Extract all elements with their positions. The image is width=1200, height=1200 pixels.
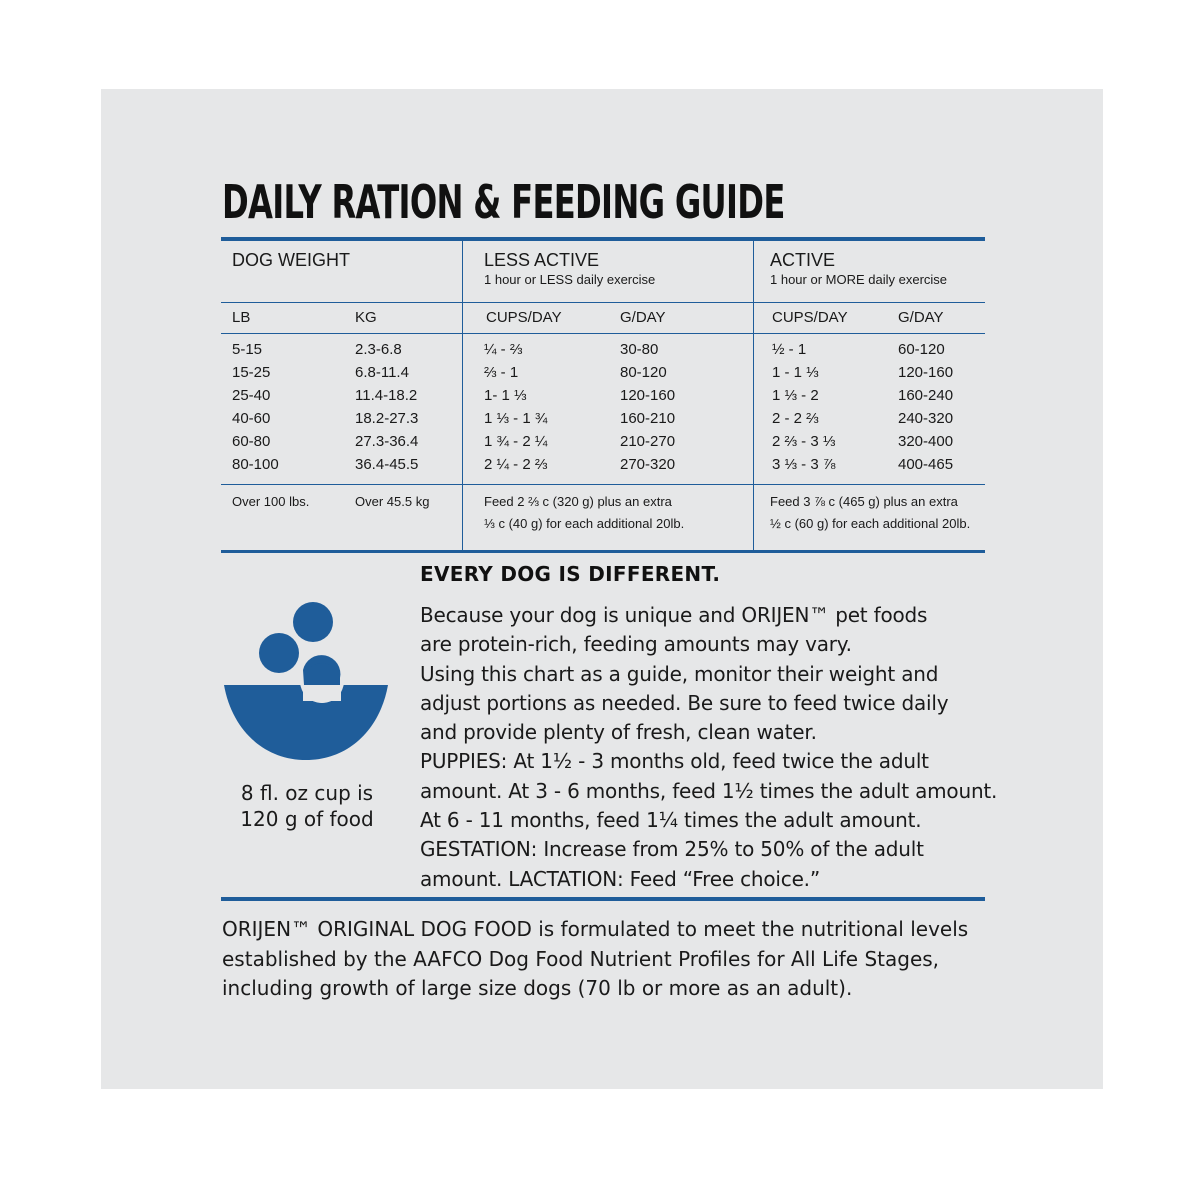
over-kg: Over 45.5 kg: [355, 494, 430, 509]
kg-value: 36.4-45.5: [355, 456, 419, 473]
less-grams-value: 120-160: [620, 387, 676, 404]
active-grams-value: 320-400: [898, 433, 954, 450]
table-top-rule: [221, 237, 985, 241]
over-active: [770, 491, 970, 535]
kg-value: 27.3-36.4: [355, 433, 419, 450]
kg-value: 6.8-11.4: [355, 364, 409, 381]
column-header-active-cups: CUPS/DAY: [772, 309, 848, 326]
lb-value: 40-60: [232, 410, 271, 427]
kibble-top-icon: [293, 602, 333, 642]
caption-line: 8 fl. oz cup is: [240, 781, 374, 805]
active-cups-value: 1 - 1 ⅓: [772, 364, 819, 381]
less-grams-value: 210-270: [620, 433, 676, 450]
less-grams-column: [620, 338, 675, 476]
table-vline-1: [462, 240, 463, 550]
body-line: Using this chart as a guide, monitor their weight and: [420, 661, 939, 686]
less-cups-value: 1 ⅓ - 1 ¾: [484, 410, 548, 427]
section-bottom-rule: [221, 897, 985, 901]
active-grams-value: 120-160: [898, 364, 954, 381]
section-body: [420, 601, 997, 894]
less-active-header: LESS ACTIVE: [484, 250, 600, 270]
body-line: adjust portions as needed. Be sure to feed twice daily: [420, 690, 949, 715]
table-header-divider: [221, 302, 985, 303]
column-header-lb: LB: [232, 309, 251, 326]
less-grams-value: 80-120: [620, 364, 667, 381]
over-lb: Over 100 lbs.: [232, 494, 310, 509]
lb-value: 15-25: [232, 364, 271, 381]
cup-caption: [222, 780, 392, 832]
active-header: ACTIVE: [770, 250, 836, 270]
caption-line: 120 g of food: [240, 807, 374, 831]
active-subheader: 1 hour or MORE daily exercise: [770, 272, 948, 287]
active-grams-value: 400-465: [898, 456, 954, 473]
less-cups-column: [484, 338, 547, 476]
less-cups-value: ⅔ - 1: [484, 364, 519, 381]
body-line: At 6 - 11 months, feed 1¼ times the adult amount.: [420, 808, 922, 833]
footer-statement: [222, 915, 968, 1004]
column-header-less-cups: CUPS/DAY: [486, 309, 562, 326]
active-cups-value: ½ - 1: [772, 341, 807, 358]
table-vline-2: [753, 240, 754, 550]
active-grams-value: 160-240: [898, 387, 954, 404]
table-bottom-rule: [221, 550, 985, 553]
body-line: GESTATION: Increase from 25% to 50% of the adult: [420, 837, 924, 862]
kg-value: 11.4-18.2: [355, 387, 418, 404]
active-cups-value: 2 ⅔ - 3 ⅓: [772, 433, 836, 450]
footer-line: established by the AAFCO Dog Food Nutrient Profiles for All Life Stages,: [222, 946, 940, 971]
lb-value: 80-100: [232, 456, 279, 473]
kg-column: [355, 338, 418, 476]
over-less-active: [484, 491, 684, 535]
dog-weight-header: DOG WEIGHT: [232, 250, 350, 270]
less-cups-value: 1 ¾ - 2 ¼: [484, 433, 548, 450]
active-cups-column: [772, 338, 835, 476]
kibble-left-icon: [259, 633, 299, 673]
active-cups-value: 2 - 2 ⅔: [772, 410, 819, 427]
less-cups-value: ¼ - ⅔: [484, 341, 523, 358]
over-active-line: Feed 3 ⅞ c (465 g) plus an extra: [770, 494, 958, 509]
section-heading: EVERY DOG IS DIFFERENT.: [420, 562, 721, 586]
less-grams-value: 160-210: [620, 410, 676, 427]
less-cups-value: 1- 1 ⅓: [484, 387, 527, 404]
column-header-less-grams: G/DAY: [620, 309, 666, 326]
column-header-kg: KG: [355, 309, 377, 326]
footer-line: including growth of large size dogs (70 lb or more as an adult).: [222, 976, 853, 1000]
lb-column: [232, 338, 279, 476]
table-columns-divider: [221, 333, 985, 334]
body-line: PUPPIES: At 1½ - 3 months old, feed twice the adult: [420, 749, 929, 774]
active-cups-value: 3 ⅓ - 3 ⅞: [772, 456, 836, 473]
over-less-line: Feed 2 ⅔ c (320 g) plus an extra: [484, 494, 672, 509]
page-title: DAILY RATION & FEEDING GUIDE: [222, 175, 785, 229]
kg-value: 2.3-6.8: [355, 341, 402, 358]
active-grams-column: [898, 338, 953, 476]
lb-value: 25-40: [232, 387, 271, 404]
table-body-divider: [221, 484, 985, 485]
active-cups-value: 1 ⅓ - 2: [772, 387, 819, 404]
body-line: Because your dog is unique and ORIJEN™ pet foods: [420, 603, 928, 627]
body-line: are protein-rich, feeding amounts may vary.: [420, 632, 852, 657]
lb-value: 5-15: [232, 341, 263, 358]
less-active-subheader: 1 hour or LESS daily exercise: [484, 272, 656, 287]
body-line: and provide plenty of fresh, clean water.: [420, 720, 817, 745]
over-active-line: ½ c (60 g) for each additional 20lb.: [770, 516, 971, 531]
body-line: amount. LACTATION: Feed “Free choice.”: [420, 866, 820, 891]
less-cups-value: 2 ¼ - 2 ⅔: [484, 456, 548, 473]
lb-value: 60-80: [232, 433, 271, 450]
kg-value: 18.2-27.3: [355, 410, 419, 427]
less-grams-value: 270-320: [620, 456, 676, 473]
column-header-active-grams: G/DAY: [898, 309, 944, 326]
less-grams-value: 30-80: [620, 341, 659, 358]
active-grams-value: 240-320: [898, 410, 954, 427]
bowl-icon: [220, 598, 392, 768]
over-less-line: ⅓ c (40 g) for each additional 20lb.: [484, 516, 685, 531]
active-grams-value: 60-120: [898, 341, 945, 358]
footer-line: ORIJEN™ ORIGINAL DOG FOOD is formulated to meet the nutritional levels: [222, 917, 969, 941]
body-line: amount. At 3 - 6 months, feed 1½ times the adult amount.: [420, 778, 998, 803]
